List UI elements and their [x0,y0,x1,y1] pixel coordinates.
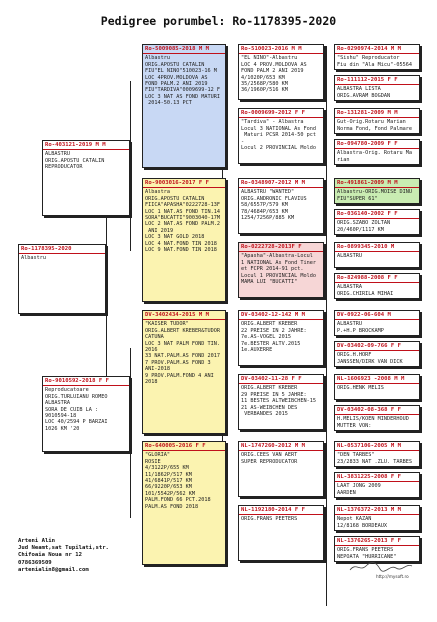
pedigree-card-g6 [334,209,420,235]
pedigree-card-g4 [334,139,420,165]
software-url: http://mysoft.ro [376,574,409,579]
pedigree-card-sdd [238,242,324,298]
owner-address-2: Chifoaia Noua nr 12 [18,552,82,559]
card-details: "Apasha"-Albastra-Locul 1 NATIONAL As Fond Tiner et FCPR 2014-91 pct. Locul 1 PROVINCIAL Moldo MAMA LUI "BUCATTI" [241,253,316,286]
card-details: ALBASTRA LISTA ORIG.AVRAM BOGDAN [337,86,391,99]
ring-number: DV-03402-09-766 F F [335,342,419,351]
ring-number: Ro-640005-2016 F F [143,442,225,451]
pedigree-card-g15 [334,505,420,531]
connector [326,46,327,606]
ring-number: Ro-0009699-2012 F F [239,109,323,118]
pedigree-card-g14 [334,472,420,498]
ring-number: Ro-403121-2019 M M [43,141,129,150]
card-details: Albastru-ORIG.MOISE DINU FIU"SUPER 61" [337,189,412,202]
connector [130,348,131,518]
card-details: H.MELIS/KOEN MINDERHOUD MUTTER VON: [337,416,409,429]
ring-number: Ro-5009085-2018 M M [143,45,225,54]
ring-number: NL-0537106-2005 M M [335,442,419,451]
pedigree-card-g9 [334,310,420,336]
pedigree-card-sire [42,140,130,216]
owner-name: Arteni Alin [18,538,56,544]
pedigree-card-sd [142,178,226,302]
card-details: Albastru ORIG.APOSTU CATALIN FIU"EL NINO"510023-16 M LOC 4PROV.MOLDOVA AS FOND PALM.2 ANI 2019 FIU"TARDIVA"0009699-12 F LOC 3 NAT AS FOND MATURI 2014-50.13 PCT [145,55,220,107]
card-details: "GLORIA" ROSIE 4/3122P/655 KM 11/1862P/517 KM 41/6841P/517 KM 66/9220P/653 KM 101/5542P/562 KM PALM.FOND 66 PCT.2018 PALM.AS FOND 2018 [145,452,211,510]
ring-number: Ro-9003016-2017 F F [143,179,225,188]
owner-phone: 0786369509 [18,559,52,566]
pedigree-card-g12 [334,405,420,431]
card-details: Reproducatoare ORIG.TURLUIANU ROMEO ALBASTRA SORA DE CUIB LA : 9010594-18 LOC 40/2594 P BARZAI 1026 KM '20 [45,387,108,432]
card-details: "Sishu" Reproducator Fiu din "Ala Micu"-05564 [337,55,412,68]
card-details: ALBASTRU ORIG.APOSTU CATALIN REPRODUCATOR [45,151,105,171]
ring-number: DV-03402-12-142 M M [239,311,323,320]
ring-number: Ro-131281-2009 M M [335,109,419,118]
card-details: ALBASTRU P.+H.P BROCKAMP [337,321,384,334]
page-title: Pedigree porumbel: Ro-1178395-2020 [100,14,337,28]
ring-number: Ro-0222728-2013F F [239,243,323,252]
card-details: ALBASTRA ORIG.CHIRILA MIHAI [337,284,394,297]
ring-number: DV-03402-08-368 F F [335,406,419,415]
pedigree-card-dam [42,376,130,452]
ring-number: Ro-036140-2002 F F [335,210,419,219]
pedigree-card-ds [142,310,226,434]
owner-email: artenialin8@gmail.com [18,566,89,573]
ring-number: NL-1192180-2014 F F [239,506,323,515]
card-details: "KAISER TUDOR" ORIG.ALBERT KREBER&TUDOR CATUNA LOC 3 NAT PALM FOND TIN. 2016 33 NAT.PALM.AS FOND 2017 7 PROV.PALM.AS FOND 3 ANI-2018 9 PROV.PALM.FOND 4 ANI 2018 [145,321,220,386]
card-details: ORIG.CEES VAN AERT SUPER REPRODUCATOR [241,452,298,465]
pedigree-card-g1 [334,44,420,70]
pedigree-card-ddd [238,505,324,561]
card-details: ORIG.ALBERT KREBER 22 PREISE IN 2 JAHRE: 7e.AS-VOGEL 2015 7e.BESTER ALTV.2015 1e.AUXERRE [241,321,307,354]
ring-number: Ro-094780-2009 F F [335,140,419,149]
card-details: ALBASTRU [337,253,362,260]
ring-number: Ro-491861-2009 M M [335,179,419,188]
pedigree-card-dsd [238,374,324,430]
card-details: ORIG.HENK MELIS [337,385,384,392]
ring-number: Ro-510023-2016 M M [239,45,323,54]
pedigree-card-dds [238,441,324,497]
pedigree-card-g8 [334,273,420,299]
card-details: ORIG.FRANS PEETERS NEPOATA "HURRICANE" [337,547,397,560]
card-details: ALBASTRU "WANTED" ORIG.ANDRONIC FLAVIUS 58/6557P/579 KM 78/4684P/653 KM 1254/7256P/885 KM [241,189,307,222]
ring-number: Ro-0290974-2014 M M [335,45,419,54]
pedigree-card-subject [18,244,106,314]
card-details: "EL NINO"-Albastru LOC 4 PROV.MOLDOVA AS FOND PALM 2 ANI 2019 4/1020P/653 KM 35/2568P/580 KM 36/1960P/516 KM [241,55,307,94]
ring-number: NL-1376265-2013 F F [335,537,419,546]
ring-number: Ro-1178395-2020 [19,245,105,254]
pedigree-card-g13 [334,441,420,467]
pedigree-card-g7 [334,242,420,268]
ring-number: Ro-0348907-2012 M M [239,179,323,188]
card-details: Albastra-Orig. Rotaru Ma rian [337,150,412,163]
pedigree-card-ssd [238,108,324,164]
card-details: ORIG.SZABO ZOLTAN 20/460P/1117 KM [337,220,391,233]
ring-number: DV-0922-06-604 M [335,311,419,320]
card-details: "DEN TARBES" 23/2833 NAT .ZLU. TARBES [337,452,412,465]
pedigree-card-g5 [334,178,420,204]
card-details: Albastra ORIG.APOSTU CATALIN FIICA"APASHA"0222728-13F LOC 1 NAT.AS FOND TIN.14 SORA"BUCATTI"9003040-17M LOC 2 NAT.AS FOND PALM.2 ANI 2019 LOC 3 NAT GOLD 2018 LOC 4 NAT.FOND TIN 2018 LOC 9 NAT.FOND TIN 2018 [145,189,220,254]
signature-icon [346,560,416,574]
connector [130,81,131,251]
pedigree-card-sds [238,178,324,234]
ring-number: DV-3402434-2015 M M [143,311,225,320]
pedigree-card-g11 [334,374,420,400]
pedigree-card-g2 [334,75,420,101]
pedigree-card-ss [142,44,226,168]
card-details: Gut-Orig.Rotaru Marian Norma Fond, Fond Palmare [337,119,412,132]
ring-number: NL-3831225-2008 F F [335,473,419,482]
card-details: "Tardiva" - Albastra Locul 3 NATIONAL As Fond Maturi PCSR 2014-50 pct - Locul 2 PROVINCIAL Moldo [241,119,316,152]
card-details: Nepot KAZAN 12/8168 BORDEAUX [337,516,387,529]
ring-number: Ro-0899345-2010 M [335,243,419,252]
pedigree-card-g3 [334,108,420,134]
card-details: ORIG.ALBERT KREBER 29 PREISE IN 5 JAHRE: 11 BESTES ALTWEIBCHEN-15 21 AS-WEIBCHEN DES VERBANDES 2015 [241,385,316,418]
ring-number: Ro-111112-2015 F F [335,76,419,85]
owner-address-1: Jud Neamt,sat Tupilati,str. [18,545,109,552]
pedigree-card-g16 [334,536,420,562]
card-details: ORIG.H.HORF JANSSEN/DIRK VAN DICK [337,352,403,365]
pedigree-card-sss [238,44,324,100]
ring-number: NL-1376372-2013 M M [335,506,419,515]
pedigree-card-dss [238,310,324,366]
owner-contact [18,538,109,574]
ring-number: Ro-824988-2008 F F [335,274,419,283]
ring-number: DV-03402-11-28 F F [239,375,323,384]
pedigree-card-dd [142,441,226,565]
ring-number: Ro-9010592-2018 F F [43,377,129,386]
ring-number: NL-1747260-2012 M M [239,442,323,451]
pedigree-card-g10 [334,341,420,367]
card-details: Albastru [21,255,46,262]
ring-number: NL-1606923 -2008 M M [335,375,419,384]
card-details: LAAT JONG 2009 AARDEN [337,483,381,496]
card-details: ORIG.FRANS PEETERS [241,516,298,523]
